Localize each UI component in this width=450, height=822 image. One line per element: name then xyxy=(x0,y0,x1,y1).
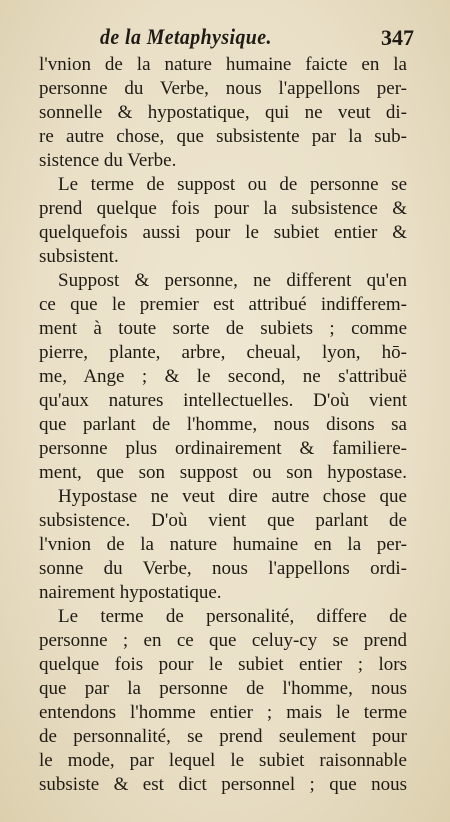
text-line: que par la personne de l'homme, nous xyxy=(39,678,407,699)
text-line: sonnelle & hypostatique, qui ne veut di- xyxy=(39,102,407,123)
text-line: qu'aux natures intellectuelles. D'où vient xyxy=(39,390,407,411)
text-line: personne du Verbe, nous l'appellons per- xyxy=(39,78,407,99)
running-head xyxy=(100,24,420,52)
text-line: subsistence. D'où vient que parlant de xyxy=(39,510,407,531)
text-line: pierre, plante, arbre, cheual, lyon, hō- xyxy=(39,342,407,363)
text-line: que parlant de l'homme, nous disons sa xyxy=(39,414,407,435)
text-line: de personnalité, se prend seulement pour xyxy=(39,726,407,747)
text-line: me, Ange ; & le second, ne s'attribuë xyxy=(39,366,407,387)
text-line: subsistent. xyxy=(39,246,119,267)
text-line: sistence du Verbe. xyxy=(39,150,177,171)
paragraph-first-line: Suppost & personne, ne different qu'en xyxy=(58,270,407,291)
text-line: prend quelque fois pour la subsistence & xyxy=(39,198,407,219)
text-line: subsiste & est dict personnel ; que nous xyxy=(39,774,407,795)
text-line: ment à toute sorte de subiets ; comme xyxy=(39,318,407,339)
text-line: entendons l'homme entier ; mais le terme xyxy=(39,702,407,723)
text-line: nairement hypostatique. xyxy=(39,582,222,603)
paragraph-first-line: Le terme de personalité, differe de xyxy=(58,606,407,627)
paragraph-first-line: Le terme de suppost ou de personne se xyxy=(58,174,407,195)
text-line: l'vnion de la nature humaine en la per- xyxy=(39,534,407,555)
text-line: sonne du Verbe, nous l'appellons ordi- xyxy=(39,558,407,579)
text-line: quelque fois pour le subiet entier ; lors xyxy=(39,654,407,675)
running-title: de la Metaphysique. xyxy=(100,24,272,49)
text-line: quelquefois aussi pour le subiet entier & xyxy=(39,222,407,243)
text-line: l'vnion de la nature humaine faicte en la xyxy=(39,54,407,75)
text-line: le mode, par lequel le subiet raisonnable xyxy=(39,750,407,771)
text-line: personne plus ordinairement & familiere- xyxy=(39,438,407,459)
text-line: ment, que son suppost ou son hypostase. xyxy=(39,462,407,483)
text-line: re autre chose, que subsistente par la sub- xyxy=(39,126,407,147)
paragraph-first-line: Hypostase ne veut dire autre chose que xyxy=(58,486,407,507)
text-line: ce que le premier est attribué indifferem- xyxy=(39,294,407,315)
text-line: personne ; en ce que celuy-cy se prend xyxy=(39,630,407,651)
page-number: 347 xyxy=(381,25,414,50)
